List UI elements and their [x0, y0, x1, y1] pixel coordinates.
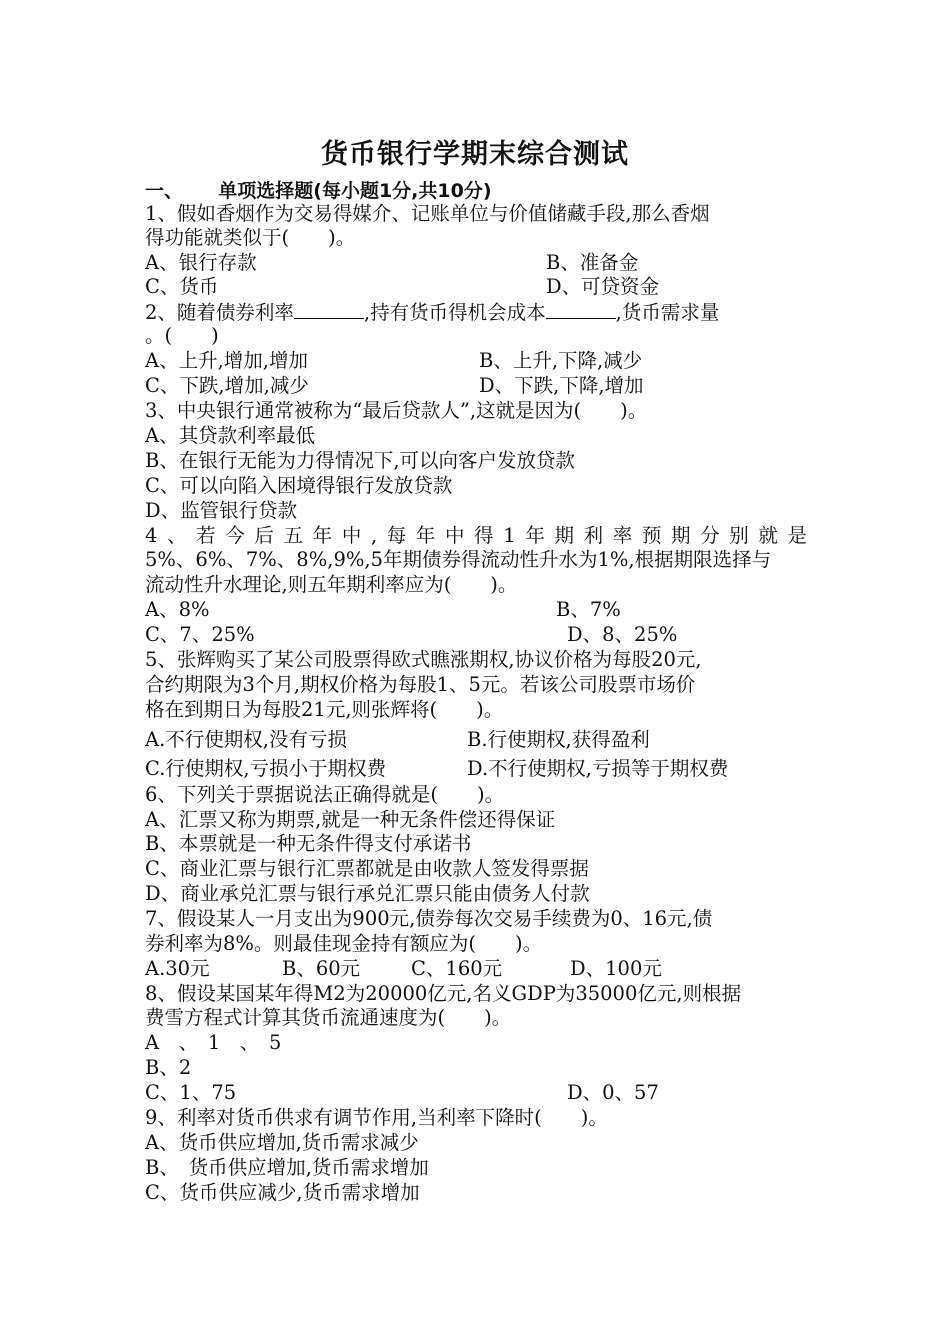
q2-option-a: A、上升,增加,增加: [145, 349, 308, 372]
q6-option-a: A、汇票又称为期票,就是一种无条件偿还得保证: [145, 808, 556, 831]
section-title: 单项选择题(每小题1分,共10分): [218, 180, 492, 202]
q4-option-b: B、7%: [556, 598, 621, 621]
q8-option-a: A 、 1 、 5: [145, 1031, 282, 1054]
q4-option-d: D、8、25%: [567, 623, 678, 646]
q2-text-part2: ,持有货币得机会成本: [363, 301, 546, 324]
q3-option-c: C、可以向陷入困境得银行发放贷款: [145, 474, 453, 497]
section-number: 一、: [145, 180, 184, 202]
q5-line1: 5、张辉购买了某公司股票得欧式瞧涨期权,协议价格为每股20元,: [145, 648, 702, 671]
q4-option-c: C、7、25%: [145, 623, 255, 646]
q2-option-d: D、下跌,下降,增加: [479, 374, 644, 397]
q2-line1: [145, 300, 719, 325]
q9-option-b: B、 货币供应增加,货币需求增加: [145, 1156, 429, 1179]
q3-option-d: D、监管银行贷款: [145, 499, 298, 522]
q1-option-b: B、准备金: [546, 251, 639, 274]
q9-line1: 9、利率对货币供求有调节作用,当利率下降时( )。: [145, 1106, 608, 1129]
q1-option-c: C、货币: [145, 275, 219, 298]
q2-line2: 。( ): [145, 324, 219, 347]
q7-option-a: A.30元: [145, 957, 210, 980]
q8-option-d: D、0、57: [567, 1081, 659, 1104]
q5-line2: 合约期限为3个月,期权价格为每股1、5元。若该公司股票市场价: [145, 673, 696, 696]
q2-option-c: C、下跌,增加,减少: [145, 374, 309, 397]
page-title: 货币银行学期末综合测试: [321, 139, 629, 170]
q1-option-d: D、可贷资金: [546, 275, 660, 298]
q6-option-d: D、商业承兑汇票与银行承兑汇票只能由债务人付款: [145, 882, 590, 905]
q6-line1: 6、下列关于票据说法正确得就是( )。: [145, 783, 505, 806]
section-heading: [145, 176, 492, 203]
q2-text-part3: ,货币需求量: [615, 301, 720, 324]
q3-line1: 3、中央银行通常被称为“最后贷款人”,这就是因为( )。: [145, 399, 648, 422]
q3-option-b: B、在银行无能为力得情况下,可以向客户发放贷款: [145, 449, 576, 472]
q9-option-a: A、货币供应增加,货币需求减少: [145, 1131, 419, 1154]
q1-line2: 得功能就类似于( )。: [145, 226, 356, 249]
q7-option-d: D、100元: [570, 957, 662, 980]
q1-line1: 1、假如香烟作为交易得媒介、记账单位与价值储藏手段,那么香烟: [145, 202, 710, 225]
q9-option-c: C、货币供应减少,货币需求增加: [145, 1181, 420, 1204]
q5-option-d: D.不行使期权,亏损等于期权费: [467, 757, 729, 780]
q7-line1: 7、假设某人一月支出为900元,债券每次交易手续费为0、16元,债: [145, 907, 713, 930]
q5-option-a: A.不行使期权,没有亏损: [145, 728, 347, 751]
q2-text-part1: 2、随着债券利率: [145, 301, 294, 324]
q2-blank2: [546, 300, 616, 319]
q8-option-b: B、2: [145, 1056, 192, 1079]
q8-line1: 8、假设某国某年得M2为20000亿元,名义GDP为35000亿元,则根据: [145, 982, 742, 1005]
q8-line2: 费雪方程式计算其货币流通速度为( )。: [145, 1006, 512, 1029]
q2-blank1: [294, 300, 364, 319]
q3-option-a: A、其贷款利率最低: [145, 424, 316, 447]
q8-option-c: C、1、75: [145, 1081, 237, 1104]
q2-option-b: B、上升,下降,减少: [479, 349, 643, 372]
q7-option-c: C、160元: [411, 957, 503, 980]
q7-option-b: B、60元: [282, 957, 361, 980]
q6-option-b: B、本票就是一种无条件得支付承诺书: [145, 832, 472, 855]
q5-option-c: C.行使期权,亏损小于期权费: [145, 757, 387, 780]
q4-line1: 4、若今后五年中,每年中得1年期利率预期分别就是: [145, 524, 807, 547]
q7-line2: 券利率为8%。则最佳现金持有额应为( )。: [145, 932, 543, 955]
q4-line3: 流动性升水理论,则五年期利率应为( )。: [145, 573, 518, 596]
q5-option-b: B.行使期权,获得盈利: [467, 728, 650, 751]
q1-option-a: A、银行存款: [145, 251, 257, 274]
q6-option-c: C、商业汇票与银行汇票都就是由收款人签发得票据: [145, 857, 589, 880]
q4-line2: 5%、6%、7%、8%,9%,5年期债券得流动性升水为1%,根据期限选择与: [145, 548, 772, 571]
q5-line3: 格在到期日为每股21元,则张辉将( )。: [145, 698, 504, 721]
q4-option-a: A、8%: [145, 598, 210, 621]
